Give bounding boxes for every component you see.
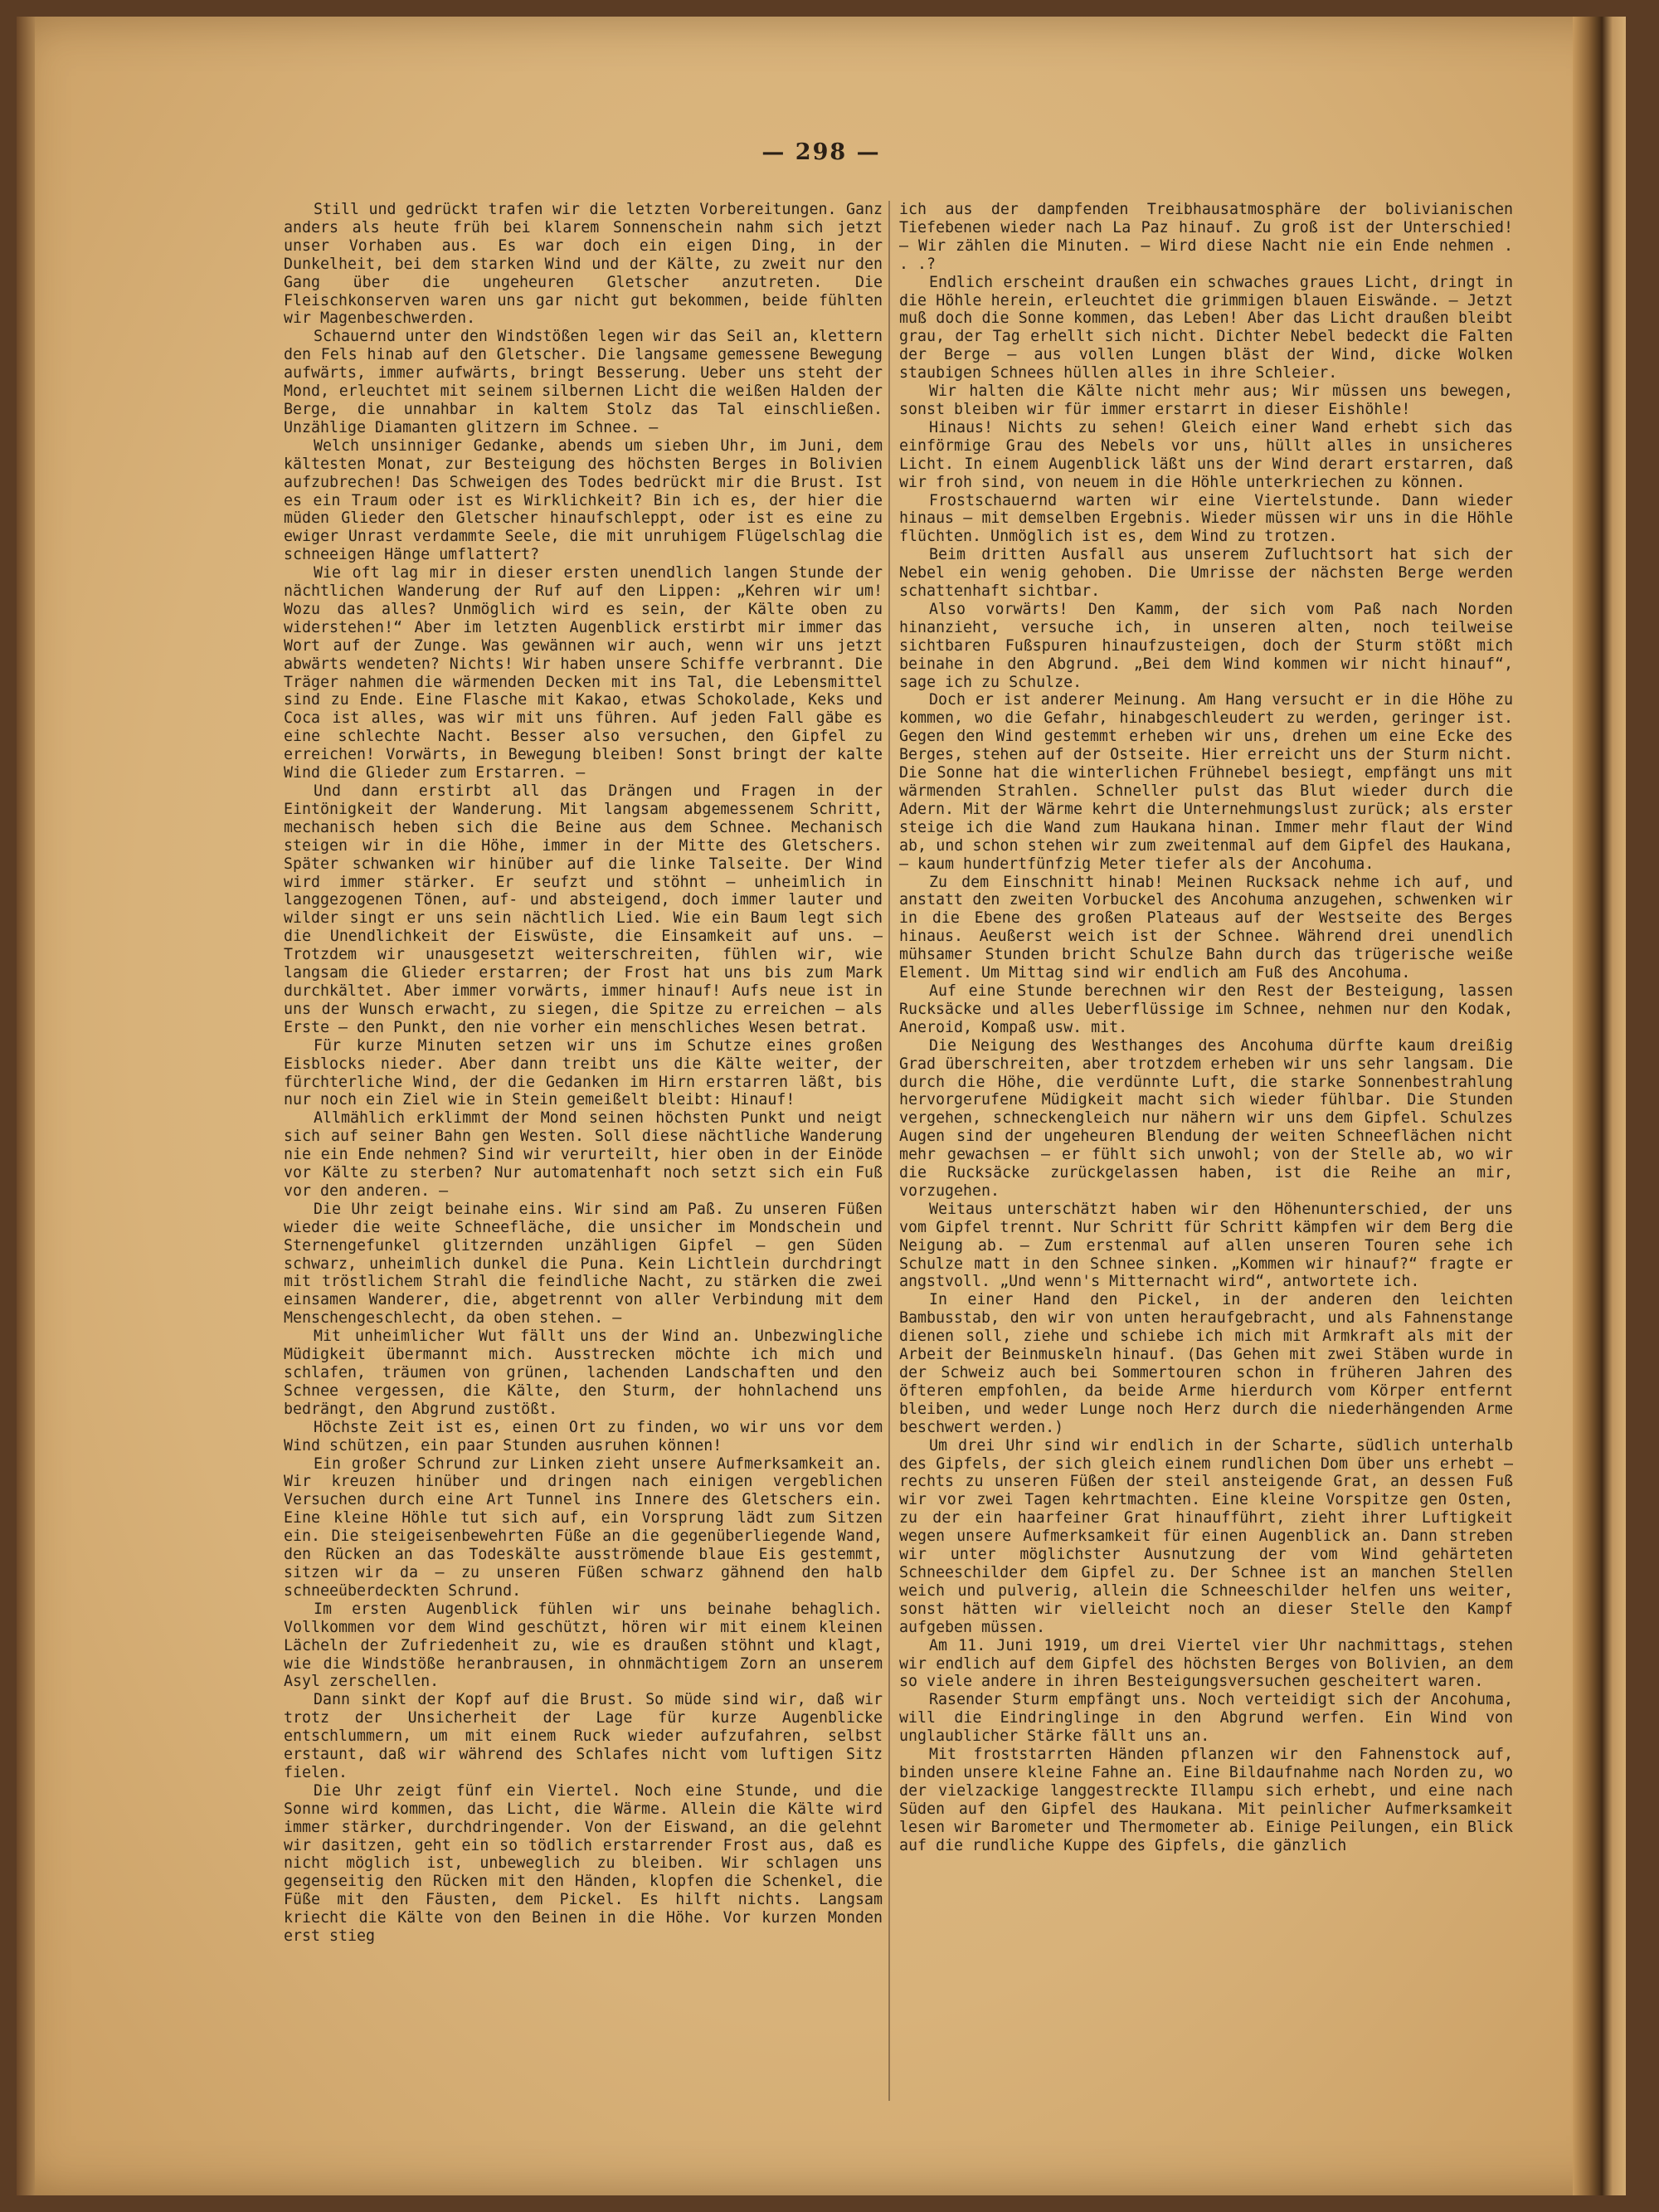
text-column-left [284, 201, 883, 2109]
book-page [17, 17, 1626, 2195]
binding-edge [17, 17, 35, 2195]
paragraph: Die Uhr zeigt fünf ein Viertel. Noch eine Stunde, und die Sonne wird kommen, das Licht, die Wärme. Allein die Kälte wird immer stärker, durchdringender. Von der Eiswand, an die gelehnt wir dasitzen, geht ein so tödlich erstarrender Frost aus, daß es nicht möglich ist, unbeweglich zu bleiben. Wir schlagen uns gegenseitig den Rücken mit den Händen, klopfen die Schenkel, die Füße mit den Fäusten, dem Pickel. Es hilft nichts. Langsam kriecht die Kälte von den Beinen in die Höhe. Vor kurzen Monden erst stieg [284, 1781, 883, 1946]
paragraph: Schauernd unter den Windstößen legen wir das Seil an, klettern den Fels hinab auf den Gletscher. Die langsame gemessene Bewegung aufwärts, immer aufwärts, bringt Besserung. Ueber uns steht der Mond, erleuchtet mit seinem silbernen Licht die weißen Halden der Berge, die unnahbar in kaltem Stolz das Tal einschließen. Unzählige Diamanten glitzern im Schnee. — [284, 328, 883, 436]
paragraph: Höchste Zeit ist es, einen Ort zu finden, wo wir uns vor dem Wind schützen, ein paar Stunden ausruhen können! [284, 1418, 883, 1454]
paragraph: Hinaus! Nichts zu sehen! Gleich einer Wand erhebt sich das einförmige Grau des Nebels vor uns, hüllt alles in unsicheres Licht. In einem Augenblick läßt uns der Wind derart erstarren, daß wir froh sind, von neuem in die Höhle unterkriechen zu können. [899, 418, 1513, 491]
paragraph: Am 11. Juni 1919, um drei Viertel vier Uhr nachmittags, stehen wir endlich auf dem Gipfel des höchsten Berges von Bolivien, an dem so viele andere in ihren Besteigungsversuchen gescheitert waren. [899, 1636, 1513, 1691]
paragraph: Mit unheimlicher Wut fällt uns der Wind an. Unbezwingliche Müdigkeit übermannt mich. Ausstrecken möchte ich mich und schlafen, träumen von grünen, lachenden Landschaften und den Schnee vergessen, die Kälte, den Sturm, der hohnlachend uns bedrängt, den Abgrund zustößt. [284, 1328, 883, 1418]
paragraph: Zu dem Einschnitt hinab! Meinen Rucksack nehme ich auf, und anstatt den zweiten Vorbuckel des Ancohuma anzugehen, schwenken wir in die Ebene des großen Plateaus auf der Westseite des Berges hinaus. Aeußerst weich ist der Schnee. Während drei unendlich mühsamer Stunden bricht Schulze Bahn durch das trügerische weiße Element. Um Mittag sind wir endlich am Fuß des Ancohuma. [899, 873, 1513, 982]
paragraph: Im ersten Augenblick fühlen wir uns beinahe behaglich. Vollkommen vor dem Wind geschützt, hören wir mit einem kleinen Lächeln der Zufriedenheit zu, wie es draußen stöhnt und klagt, wie die Windstöße heranbrausen, in ohnmächtigem Zorn an unserem Asyl zerschellen. [284, 1600, 883, 1691]
paragraph: Weitaus unterschätzt haben wir den Höhenunterschied, der uns vom Gipfel trennt. Nur Schritt für Schritt kämpfen wir dem Berg die Neigung ab. — Zum erstenmal auf allen unseren Touren sehe ich Schulze matt in den Schnee sinken. „Kommen wir hinauf?“ fragte er angstvoll. „Und wenn's Mitternacht wird“, antwortete ich. [899, 1200, 1513, 1291]
paragraph: Still und gedrückt trafen wir die letzten Vorbereitungen. Ganz anders als heute früh bei klarem Sonnenschein nahm sich jetzt unser Vorhaben aus. Es war doch ein eigen Ding, in der Dunkelheit, bei dem starken Wind und der Kälte, zu zweit nur den Gang über die ungeheuren Gletscher anzutreten. Die Fleischkonserven waren uns gar nicht gut bekommen, beide fühlten wir Magenbeschwerden. [284, 201, 883, 328]
paragraph: Die Uhr zeigt beinahe eins. Wir sind am Paß. Zu unseren Füßen wieder die weite Schneefläche, die unsicher im Mondschein und Sternengefunkel glitzernden unzähligen Gipfel — gen Süden schwarz, unheimlich dunkel die Puna. Kein Lichtlein durchdringt mit tröstlichem Strahl die feindliche Nacht, zu stärken die zwei einsamen Wanderer, die, abgetrennt von aller Verbindung mit dem Menschengeschlecht, da oben stehen. — [284, 1200, 883, 1328]
paragraph: Beim dritten Ausfall aus unserem Zufluchtsort hat sich der Nebel ein wenig gehoben. Die Umrisse der nächsten Berge werden schattenhaft sichtbar. [899, 546, 1513, 601]
paragraph: ich aus der dampfenden Treibhausatmosphäre der bolivianischen Tiefebenen wieder nach La Paz hinauf. Zu groß ist der Unterschied! — Wir zählen die Minuten. — Wird diese Nacht nie ein Ende nehmen . . .? [899, 201, 1513, 273]
paragraph: In einer Hand den Pickel, in der anderen den leichten Bambusstab, den wir von unten heraufgebracht, und als Fahnenstange dienen soll, ziehe und schiebe ich mich mit Armkraft als mit der Arbeit der Beinmuskeln hinauf. (Das Gehen mit zwei Stäben wurde in der Schweiz auch bei Sommertouren schon in früheren Jahren des öfteren empfohlen, da beide Arme hierdurch vom Körper entfernt bleiben, und weder Lunge noch Herz durch die niederhängenden Arme beschwert werden.) [899, 1291, 1513, 1436]
paragraph: Wir halten die Kälte nicht mehr aus; Wir müssen uns bewegen, sonst bleiben wir für immer erstarrt in dieser Eishöhle! [899, 382, 1513, 418]
paragraph: Um drei Uhr sind wir endlich in der Scharte, südlich unterhalb des Gipfels, der sich gleich einem rundlichen Dom über uns erhebt — rechts zu unseren Füßen der steil ansteigende Grat, an dessen Fuß wir vor zwei Tagen kehrtmachten. Eine kleine Vorspitze gen Osten, zu der ein haarfeiner Grat hinaufführt, zieht ihrer Luftigkeit wegen unsere Aufmerksamkeit für einen Augenblick an. Dann streben wir unter möglichster Ausnutzung der vom Wind gehärteten Schneeschilder dem Gipfel zu. Der Schnee ist an manchen Stellen weich und pulverig, allein die Schneeschilder helfen uns weiter, sonst hätten wir vielleicht noch an dieser Stelle den Kampf aufgeben müssen. [899, 1436, 1513, 1636]
paragraph: Frostschauernd warten wir eine Viertelstunde. Dann wieder hinaus — mit demselben Ergebnis. Wieder müssen wir uns in die Höhle flüchten. Unmöglich ist es, dem Wind zu trotzen. [899, 491, 1513, 546]
paragraph: Und dann erstirbt all das Drängen und Fragen in der Eintönigkeit der Wanderung. Mit langsam abgemessenem Schritt, mechanisch heben sich die Beine aus dem Schnee. Mechanisch steigen wir in die Höhe, immer in der Mitte des Gletschers. Später schwanken wir hinüber auf die linke Talseite. Der Wind wird immer stärker. Er seufzt und stöhnt — unheimlich in langgezogenen Tönen, auf- und absteigend, doch immer lauter und wilder singt er uns sein nächtlich Lied. Wie ein Baum legt sich die Unendlichkeit der Eiswüste, die Einsamkeit auf uns. — Trotzdem wir unausgesetzt weiterschreiten, fühlen wir, wie langsam die Glieder erstarren; der Frost hat uns bis zum Mark durchkältet. Aber immer vorwärts, immer hinauf! Aufs neue ist in uns der Wunsch erwacht, zu siegen, die Spitze zu erreichen — als Erste — den Punkt, den nie vorher ein menschliches Wesen betrat. [284, 782, 883, 1036]
text-column-right [899, 201, 1513, 2109]
paragraph: Mit froststarrten Händen pflanzen wir den Fahnenstock auf, binden unsere kleine Fahne an. Eine Bildaufnahme nach Norden zu, wo der vielzackige langgestreckte Illampu sich erhebt, und eine nach Süden auf den Gipfel des Haukana. Mit peinlicher Aufmerksamkeit lesen wir Barometer und Thermometer ab. Einige Peilungen, ein Blick auf die rundliche Kuppe des Gipfels, die gänzlich [899, 1746, 1513, 1854]
paragraph: Also vorwärts! Den Kamm, der sich vom Paß nach Norden hinanzieht, versuche ich, in unseren alten, noch teilweise sichtbaren Fußspuren hinaufzusteigen, doch der Sturm stößt mich beinahe in den Abgrund. „Bei dem Wind kommen wir nicht hinauf“, sage ich zu Schulze. [899, 600, 1513, 691]
page-number: — 298 — [761, 139, 881, 165]
paragraph: Ein großer Schrund zur Linken zieht unsere Aufmerksamkeit an. Wir kreuzen hinüber und dringen nach einigen vergeblichen Versuchen durch eine Art Tunnel ins Innere des Gletschers ein. Eine kleine Höhle tut sich auf, ein Vorsprung lädt zum Sitzen ein. Die steigeisenbewehrten Füße an die gegenüberliegende Wand, den Rücken an das Todeskälte ausströmende blaue Eis gestemmt, sitzen wir da — zu unseren Füßen schwarz gähnend den halb schneeüberdeckten Schrund. [284, 1454, 883, 1600]
paragraph: Auf eine Stunde berechnen wir den Rest der Besteigung, lassen Rucksäcke und alles Ueberflüssige im Schnee, nehmen nur den Kodak, Aneroid, Kompaß usw. mit. [899, 982, 1513, 1036]
paragraph: Die Neigung des Westhanges des Ancohuma dürfte kaum dreißig Grad überschreiten, aber trotzdem erheben wir uns sehr langsam. Die durch die Höhe, die verdünnte Luft, die starke Sonnenbestrahlung hervorgerufene Müdigkeit macht sich wieder fühlbar. Die Stunden vergehen, schneckengleich nur nähern wir uns dem Gipfel. Schulzes Augen sind der ungeheuren Blendung der weiten Schneeflächen nicht mehr gewachsen — er fühlt sich unwohl; von der Stelle ab, wo wir die Rucksäcke zurückgelassen haben, ist die Reihe an mir, vorzugehen. [899, 1036, 1513, 1200]
paragraph: Doch er ist anderer Meinung. Am Hang versucht er in die Höhe zu kommen, wo die Gefahr, hinabgeschleudert zu werden, geringer ist. Gegen den Wind gestemmt erheben wir uns, drehen um eine Ecke des Berges, stehen auf der Ostseite. Hier erreicht uns der Sturm nicht. Die Sonne hat die winterlichen Frühnebel besiegt, empfängt uns mit wärmenden Strahlen. Schneller pulst das Blut wieder durch die Adern. Mit der Wärme kehrt die Unternehmungslust zurück; als erster steige ich die Wand zum Haukana hinan. Immer mehr flaut der Wind ab, und schon stehen wir zum zweitenmal auf dem Gipfel des Haukana, — kaum hundertfünfzig Meter tiefer als der Ancohuma. [899, 691, 1513, 873]
paragraph: Wie oft lag mir in dieser ersten unendlich langen Stunde der nächtlichen Wanderung der Ruf auf den Lippen: „Kehren wir um! Wozu das alles? Unmöglich wird es sein, der Kälte oben zu widerstehen!“ Aber im letzten Augenblick erstirbt mir immer das Wort auf der Zunge. Was gewännen wir auch, wenn wir uns jetzt abwärts wendeten? Nichts! Wir haben unsere Schiffe verbrannt. Die Träger nahmen die wärmenden Decken mit ins Tal, die Lebensmittel sind zu Ende. Eine Flasche mit Kakao, etwas Schokolade, Keks und Coca ist alles, was wir mit uns führen. Auf jeden Fall gäbe es eine schlechte Nacht. Besser also versuchen, den Gipfel zu erreichen! Vorwärts, in Bewegung bleiben! Sonst bringt der kalte Wind die Glieder zum Erstarren. — [284, 564, 883, 782]
paragraph: Welch unsinniger Gedanke, abends um sieben Uhr, im Juni, dem kältesten Monat, zur Besteigung des höchsten Berges in Bolivien aufzubrechen! Das Schweigen des Todes bedrückt mir die Brust. Ist es ein Traum oder ist es Wirklichkeit? Bin ich es, der hier die müden Glieder den Gletscher hinaufschleppt, oder ist es eine zu ewiger Unrast verdammte Seele, die mit unruhigem Flügelschlag die schneeigen Hänge umflattert? [284, 436, 883, 564]
paragraph: Dann sinkt der Kopf auf die Brust. So müde sind wir, daß wir trotz der Unsicherheit der Lage für kurze Augenblicke entschlummern, um mit einem Ruck wieder aufzufahren, selbst erstaunt, daß wir während des Schlafes nicht vom luftigen Sitz fielen. [284, 1691, 883, 1781]
paragraph: Für kurze Minuten setzen wir uns im Schutze eines großen Eisblocks nieder. Aber dann treibt uns die Kälte weiter, der fürchterliche Wind, der die Gedanken im Hirn erstarren läßt, bis nur noch ein Ziel wie in Stein gemeißelt bleibt: Hinauf! [284, 1036, 883, 1109]
column-divider [888, 201, 890, 2101]
paragraph: Endlich erscheint draußen ein schwaches graues Licht, dringt in die Höhle herein, erleuchtet die grimmigen blauen Eiswände. — Jetzt muß doch die Sonne kommen, das Leben! Aber das Licht draußen bleibt grau, der Tag erhellt sich nicht. Dichter Nebel bedeckt die Falten der Berge — aus vollen Lungen bläst der Wind, dicke Wolken staubigen Schnees hüllen alles in ihre Schleier. [899, 273, 1513, 382]
page-edge [1573, 17, 1626, 2195]
paragraph: Allmählich erklimmt der Mond seinen höchsten Punkt und neigt sich auf seiner Bahn gen Westen. Soll diese nächtliche Wanderung nie ein Ende nehmen? Sind wir verurteilt, hier oben in der Einöde vor Kälte zu sterben? Nur automatenhaft noch setzt sich ein Fuß vor den anderen. — [284, 1109, 883, 1200]
paragraph: Rasender Sturm empfängt uns. Noch verteidigt sich der Ancohuma, will die Eindringlinge in den Abgrund werfen. Ein Wind von unglaublicher Stärke fällt uns an. [899, 1691, 1513, 1746]
